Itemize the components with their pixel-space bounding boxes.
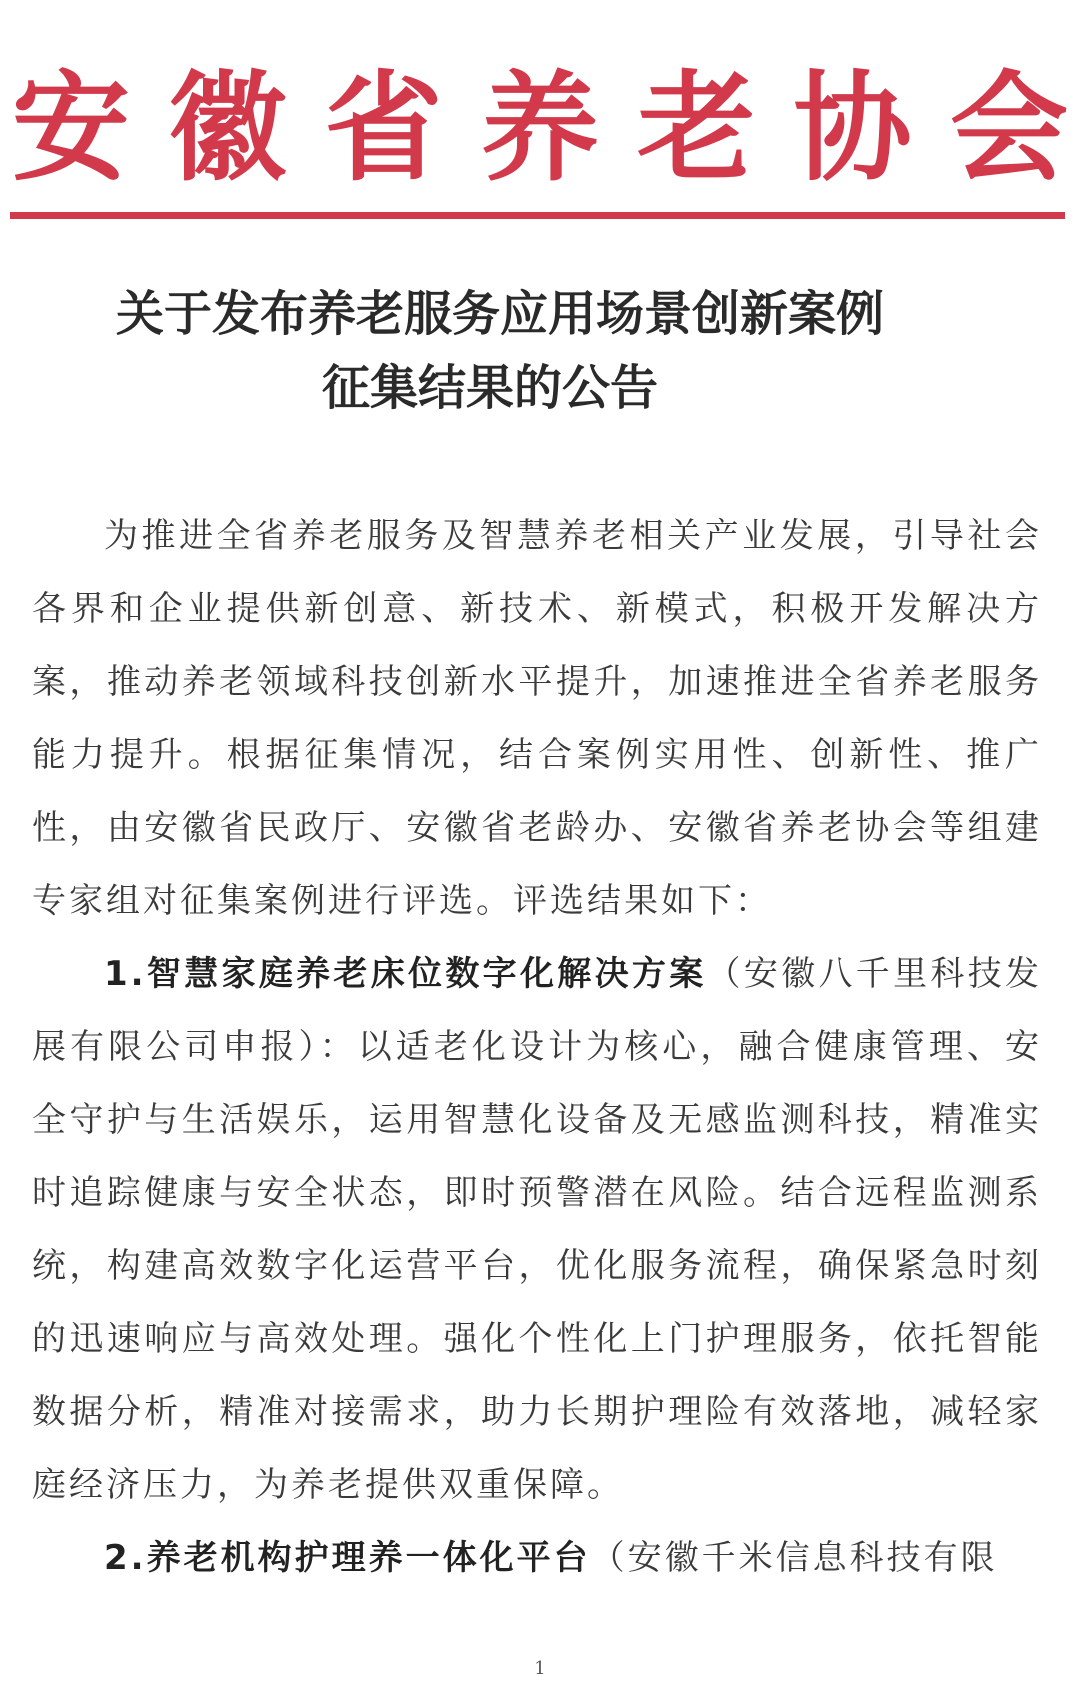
org-name-char: 会 <box>949 59 1068 197</box>
case-item-number: 1. <box>104 954 147 994</box>
org-name-char: 老 <box>637 59 756 197</box>
document-body <box>32 500 1042 1595</box>
case-item-number: 2. <box>104 1538 147 1578</box>
document-title-line-1: 关于发布养老服务应用场景创新案例 <box>115 286 884 342</box>
document-title-line-2: 征集结果的公告 <box>321 360 658 416</box>
page-number: 1 <box>534 1658 546 1679</box>
org-name-char: 养 <box>480 59 599 197</box>
intro-paragraph: 为推进全省养老服务及智慧养老相关产业发展，引导社会各界和企业提供新创意、新技术、新模式，积极开发解决方案，推动养老领域科技创新水平提升，加速推进全省养老服务能力提升。根据征集情况，结合案例实用性、创新性、推广性，由安徽省民政厅、安徽省老龄办、安徽省养老协会等组建专家组对征集案例进行评选。评选结果如下： <box>32 516 1042 921</box>
org-name-header <box>0 58 1080 198</box>
org-name-char: 省 <box>324 59 443 197</box>
case-item-2 <box>32 1522 1042 1595</box>
org-name-char: 徽 <box>168 59 287 197</box>
org-name-char: 协 <box>793 59 912 197</box>
case-item-title: 养老机构护理养一体化平台 <box>146 1538 591 1578</box>
case-item-1 <box>32 938 1042 1522</box>
case-item-title: 智慧家庭养老床位数字化解决方案 <box>146 954 707 994</box>
header-divider <box>10 212 1065 219</box>
org-name-char: 安 <box>12 59 131 197</box>
case-item-body: （安徽千米信息科技有限 <box>590 1538 998 1578</box>
case-item-body: （安徽八千里科技发展有限公司申报）：以适老化设计为核心，融合健康管理、安全守护与生活娱乐，运用智慧化设备及无感监测科技，精准实时追踪健康与安全状态，即时预警潜在风险。结合远程监测系统，构建高效数字化运营平台，优化服务流程，确保紧急时刻的迅速响应与高效处理。强化个性化上门护理服务，依托智能数据分析，精准对接需求，助力长期护理险有效落地，减轻家庭经济压力，为养老提供双重保障。 <box>32 954 1043 1505</box>
